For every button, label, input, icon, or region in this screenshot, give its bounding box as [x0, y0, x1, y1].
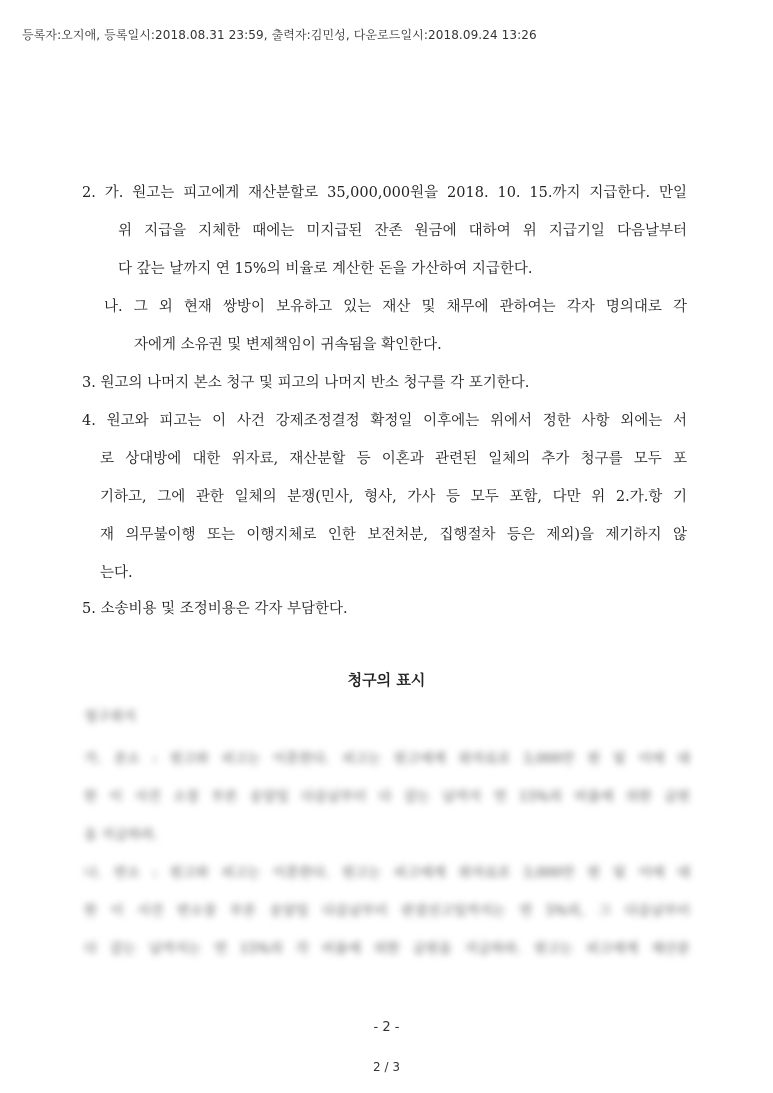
clause-2-line-3: 다 갚는 날까지 연 15%의 비율로 계산한 돈을 가산하여 지급한다.: [118, 261, 533, 277]
clause-4-line-2: 로 상대방에 대한 위자료, 재산분할 등 이혼과 관련된 일체의 추가 청구를 모두 포: [100, 451, 687, 467]
blurred-line: 한 이 사건 소장 부본 송달일 다음날부터 다 갚는 날까지 연 15%의 비율에 의한 금원: [84, 789, 690, 805]
clause-2-line-2: 위 지급을 지체한 때에는 미지급된 잔존 원금에 대하여 위 지급기일 다음날부터: [118, 223, 687, 239]
blurred-line: 청구취지: [84, 709, 137, 725]
clause-4-line-1: 4. 원고와 피고는 이 사건 강제조정결정 확정일 이후에는 위에서 정한 사항 외에는 서: [82, 413, 687, 429]
clause-2b-line-1: 나. 그 외 현재 쌍방이 보유하고 있는 재산 및 채무에 관하여는 각자 명의대로 각: [104, 299, 687, 315]
page-number: - 2 -: [373, 1020, 400, 1035]
section-title: 청구의 표시: [347, 671, 426, 689]
redacted-claims-block: [84, 705, 694, 975]
clause-4-line-5: 는다.: [100, 565, 133, 581]
blurred-line: 한 이 사건 반소장 부본 송달일 다음날부터 판결선고일까지는 연 5%의, 그 다음날부터: [84, 903, 690, 919]
clause-4-line-3: 기하고, 그에 관한 일체의 분쟁(민사, 형사, 가사 등 모두 포함, 다만 위 2.가.항 기: [100, 489, 687, 505]
clause-4-line-4: 재 의무불이행 또는 이행지체로 인한 보전처분, 집행절차 등은 제외)을 제기하지 않: [100, 527, 687, 543]
blurred-line: 을 지급하라.: [84, 827, 158, 843]
clause-3: 3. 원고의 나머지 본소 청구 및 피고의 나머지 반소 청구를 각 포기한다.: [82, 375, 530, 391]
clause-2-line-1: 2. 가. 원고는 피고에게 재산분할로 35,000,000원을 2018. 10. 15.까지 지급한다. 만일: [82, 185, 687, 201]
clause-2b-line-2: 자에게 소유권 및 변제책임이 귀속됨을 확인한다.: [134, 337, 442, 353]
clause-5: 5. 소송비용 및 조정비용은 각자 부담한다.: [82, 601, 348, 617]
blurred-line: 가. 본소 : 원고와 피고는 이혼한다. 피고는 원고에게 위자료로 3,000만 원 및 이에 대: [84, 751, 690, 767]
download-info-header: 등록자:오지애, 등록일시:2018.08.31 23:59, 출력자:김민성, 다운로드일시:2018.09.24 13:26: [22, 28, 537, 42]
blurred-line: 다 갚는 날까지는 연 15%의 각 비율에 의한 금원을 지급하라. 원고는 피고에게 재산분: [84, 941, 690, 957]
blurred-line: 나. 반소 : 원고와 피고는 이혼한다. 원고는 피고에게 위자료로 3,000만 원 및 이에 대: [84, 865, 690, 881]
page-count: 2 / 3: [373, 1060, 400, 1074]
